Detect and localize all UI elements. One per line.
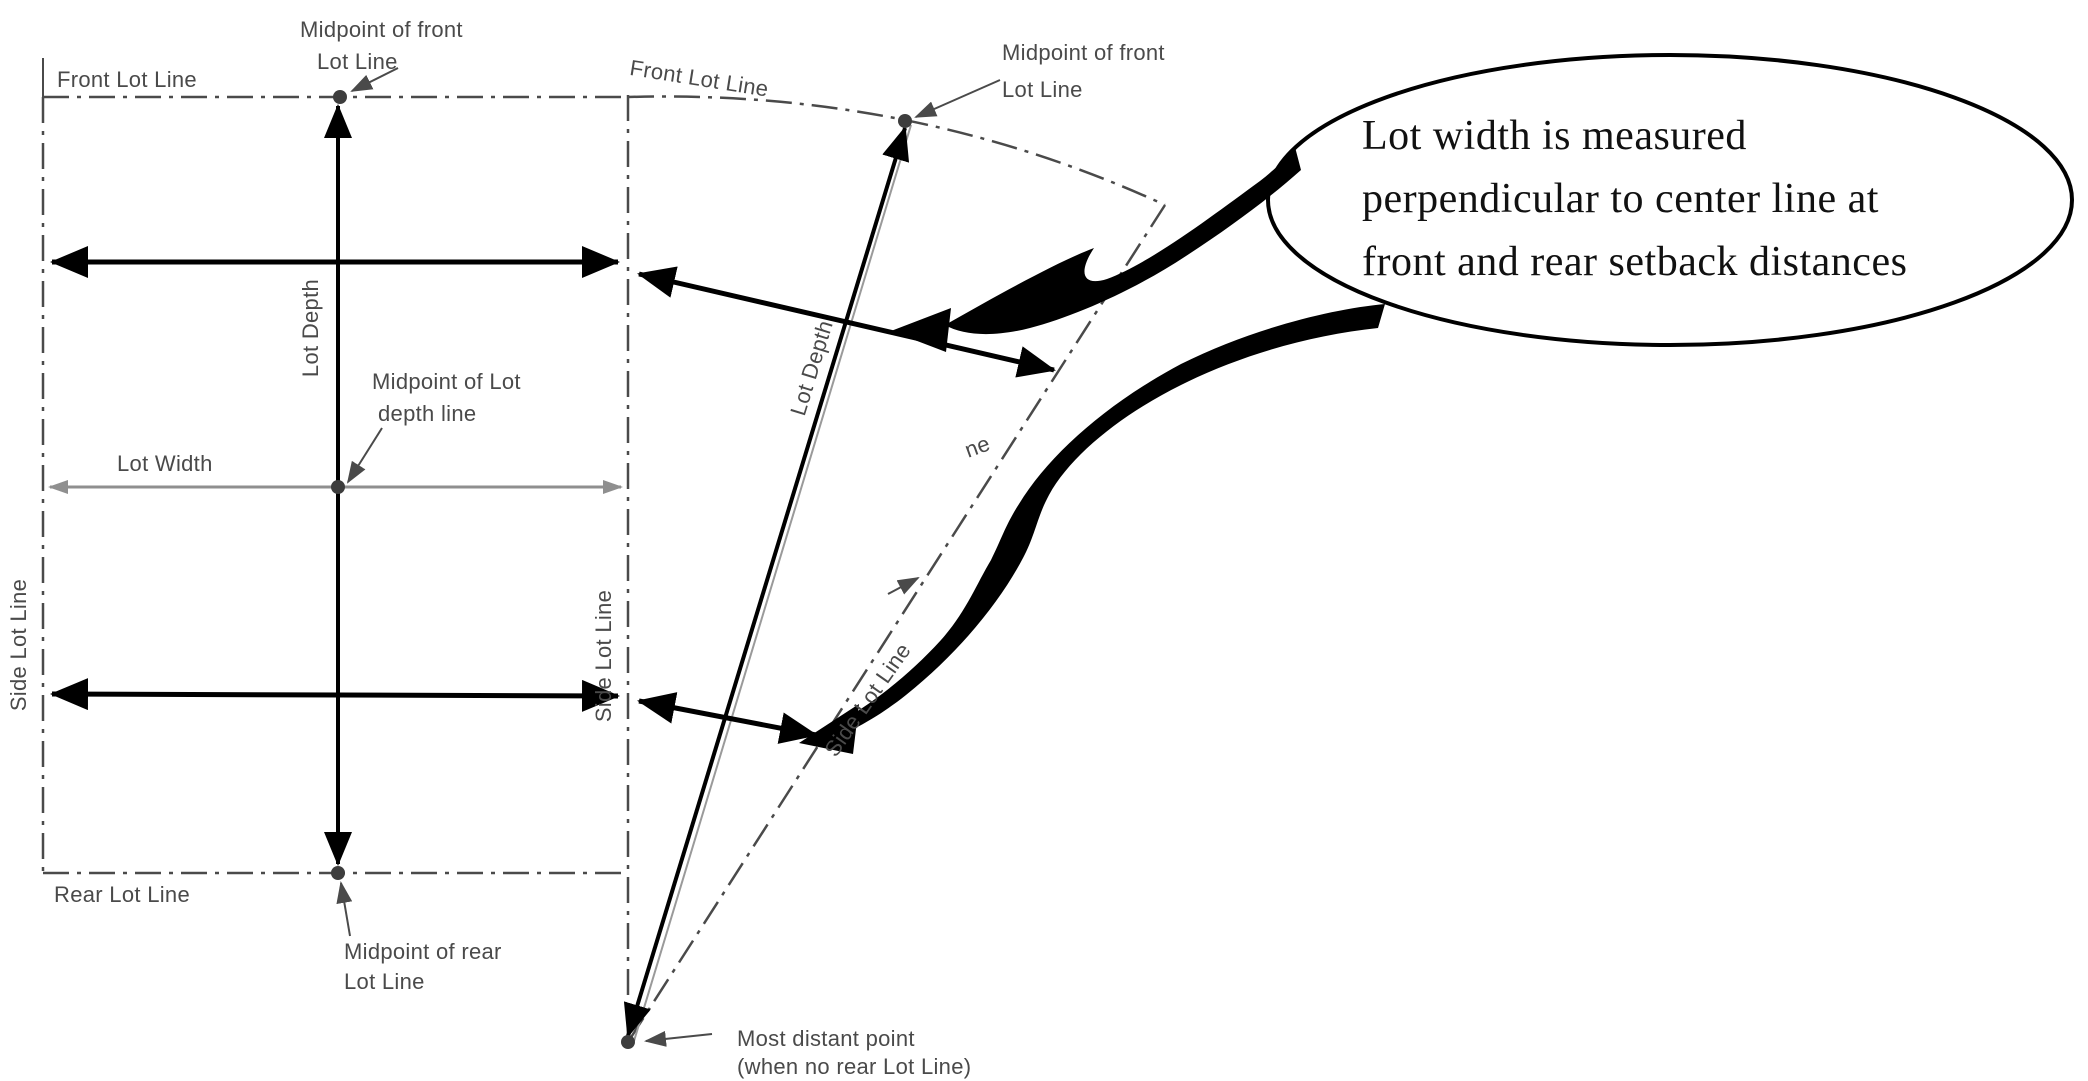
lot1-front-lot-line-label: Front Lot Line — [57, 67, 197, 92]
midpoint-front-lot-line1-dot — [333, 90, 347, 104]
lot2-front-lot-line-label: Front Lot Line — [628, 55, 771, 102]
lot1-midpoint-rear-label-line2: Lot Line — [344, 969, 425, 994]
lot1-midpoint-depth-label-line2: depth line — [378, 401, 477, 426]
lot2-midpoint-front-label-line2: Lot Line — [1002, 77, 1083, 102]
lot1-midpoint-depth-label-line1: Midpoint of Lot — [372, 369, 521, 394]
lot2-lot-depth-arrow — [628, 128, 905, 1036]
lot2-lot-depth-label: Lot Depth — [785, 317, 838, 419]
side-lot-line2-pointer — [888, 578, 918, 594]
midpoint-rear-pointer — [341, 883, 350, 936]
callout-text-line2: perpendicular to center line at — [1362, 176, 1879, 222]
most-distant-point-label-line2: (when no rear Lot Line) — [737, 1054, 972, 1079]
lot1-side-lot-line-left-label: Side Lot Line — [6, 578, 31, 712]
callout-text-line3: front and rear setback distances — [1362, 239, 1908, 285]
midpoint-front-lot-line2-dot — [898, 114, 912, 128]
measure-arrows — [52, 106, 1054, 1041]
lot1-rear-lot-line-label: Rear Lot Line — [54, 882, 190, 907]
midpoint-depth-pointer — [348, 428, 382, 482]
upper-swoosh-arrowhead — [891, 308, 951, 352]
callout-text-line1: Lot width is measured — [1362, 113, 1747, 159]
lot2-center-line — [634, 125, 911, 1041]
lot2-side-lot-line-label-fragment: ne — [961, 430, 994, 463]
lot1-lot-width-label: Lot Width — [117, 451, 213, 476]
most-distant-point-label-line1: Most distant point — [737, 1026, 915, 1051]
most-distant-pointer — [646, 1034, 712, 1041]
lot1-lot-depth-label: Lot Depth — [298, 278, 323, 378]
midpoint-front2-pointer — [916, 80, 1000, 117]
lot1-midpoint-rear-label-line1: Midpoint of rear — [344, 939, 502, 964]
midpoint-rear-lot-line-dot — [331, 866, 345, 880]
lot2-midpoint-front-label-line1: Midpoint of front — [1002, 40, 1165, 65]
most-distant-point-dot — [621, 1035, 635, 1049]
key-points — [331, 90, 912, 1049]
lot2-boundary — [628, 96, 1165, 1042]
lot1-side-lot-line-right-label: Side Lot Line — [591, 589, 616, 723]
midpoint-lot-depth-dot — [331, 480, 345, 494]
lot1-midpoint-front-label-line2: Lot Line — [317, 49, 398, 74]
upper-swoosh — [945, 147, 1301, 334]
lot2-side-lot-line-label: Side Lot Line — [819, 638, 916, 762]
lot1-midpoint-front-label-line1: Midpoint of front — [300, 17, 463, 42]
lot1-rear-setback-width-arrow — [52, 694, 618, 696]
